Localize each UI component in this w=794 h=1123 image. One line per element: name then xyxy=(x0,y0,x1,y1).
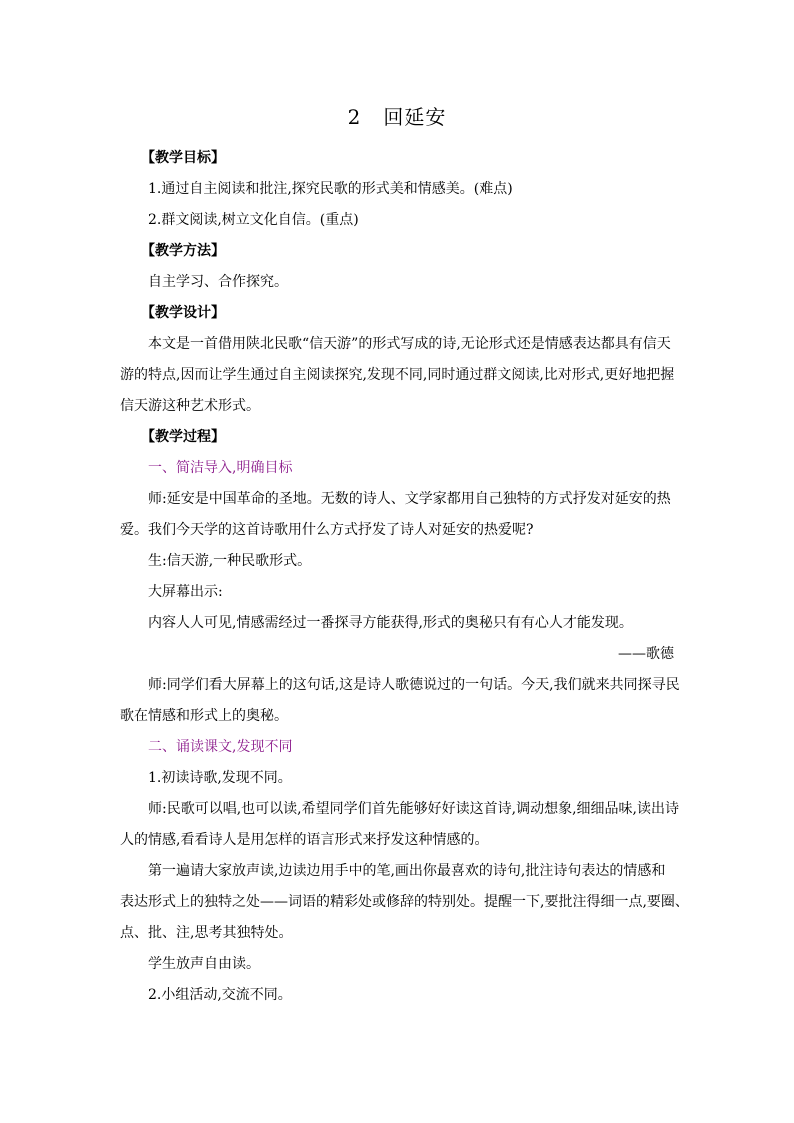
quote-author: ——歌德 xyxy=(618,646,674,662)
goal-item-1: 1.通过自主阅读和批注,探究民歌的形式美和情感美。(难点) xyxy=(148,181,513,197)
instruction-line-3: 点、批、注,思考其独特处。 xyxy=(120,925,293,941)
teacher-read-line-1: 师:民歌可以唱,也可以读,希望同学们首先能够好好读这首诗,调动想象,细细品味,读出诗 xyxy=(148,801,679,817)
teacher-read-line-2: 人的情感,看看诗人是用怎样的语言形式来抒发这种情感的。 xyxy=(120,832,489,848)
student-answer: 生:信天游,一种民歌形式。 xyxy=(148,553,312,569)
lesson-title-text: 回延安 xyxy=(383,105,447,129)
goethe-quote: 内容人人可见,情感需经过一番探寻方能获得,形式的奥秘只有有心人才能发现。 xyxy=(148,615,633,631)
step-2: 2.小组活动,交流不同。 xyxy=(148,987,292,1003)
screen-intro: 大屏幕出示: xyxy=(148,584,223,600)
students-read: 学生放声自由读。 xyxy=(148,956,260,972)
heading-method: 【教学方法】 xyxy=(141,243,225,259)
step-1: 1.初读诗歌,发现不同。 xyxy=(148,770,292,786)
heading-goals: 【教学目标】 xyxy=(141,150,225,166)
lesson-title xyxy=(0,103,794,131)
teacher-quote-line-1: 师:同学们看大屏幕上的这句话,这是诗人歌德说过的一句话。今天,我们就来共同探寻民 xyxy=(148,677,680,693)
instruction-line-2: 表达形式上的独特之处——词语的精彩处或修辞的特别处。提醒一下,要批注得细一点,要圈、 xyxy=(120,894,689,910)
goal-item-2: 2.群文阅读,树立文化自信。(重点) xyxy=(148,212,359,228)
heading-design: 【教学设计】 xyxy=(141,305,225,321)
heading-process: 【教学过程】 xyxy=(141,429,225,445)
document-body xyxy=(120,143,689,1011)
design-line-2: 游的特点,因而让学生通过自主阅读探究,发现不同,同时通过群文阅读,比对形式,更好地把握 xyxy=(120,367,675,383)
lesson-number: 2 xyxy=(347,105,362,129)
teacher-quote-line-2: 歌在情感和形式上的奥秘。 xyxy=(120,708,288,724)
design-line-3: 信天游这种艺术形式。 xyxy=(120,398,260,414)
section-title-2: 二、诵读课文,发现不同 xyxy=(148,739,293,755)
teacher-intro-line-1: 师:延安是中国革命的圣地。无数的诗人、文学家都用自己独特的方式抒发对延安的热 xyxy=(148,491,671,507)
design-line-1: 本文是一首借用陕北民歌“信天游”的形式写成的诗,无论形式还是情感表达都具有信天 xyxy=(148,336,671,352)
teacher-intro-line-2: 爱。我们今天学的这首诗歌用什么方式抒发了诗人对延安的热爱呢? xyxy=(120,522,534,538)
section-title-1: 一、简洁导入,明确目标 xyxy=(148,460,293,476)
method-text: 自主学习、合作探究。 xyxy=(148,274,288,290)
instruction-line-1: 第一遍请大家放声读,边读边用手中的笔,画出你最喜欢的诗句,批注诗句表达的情感和 xyxy=(148,863,666,879)
